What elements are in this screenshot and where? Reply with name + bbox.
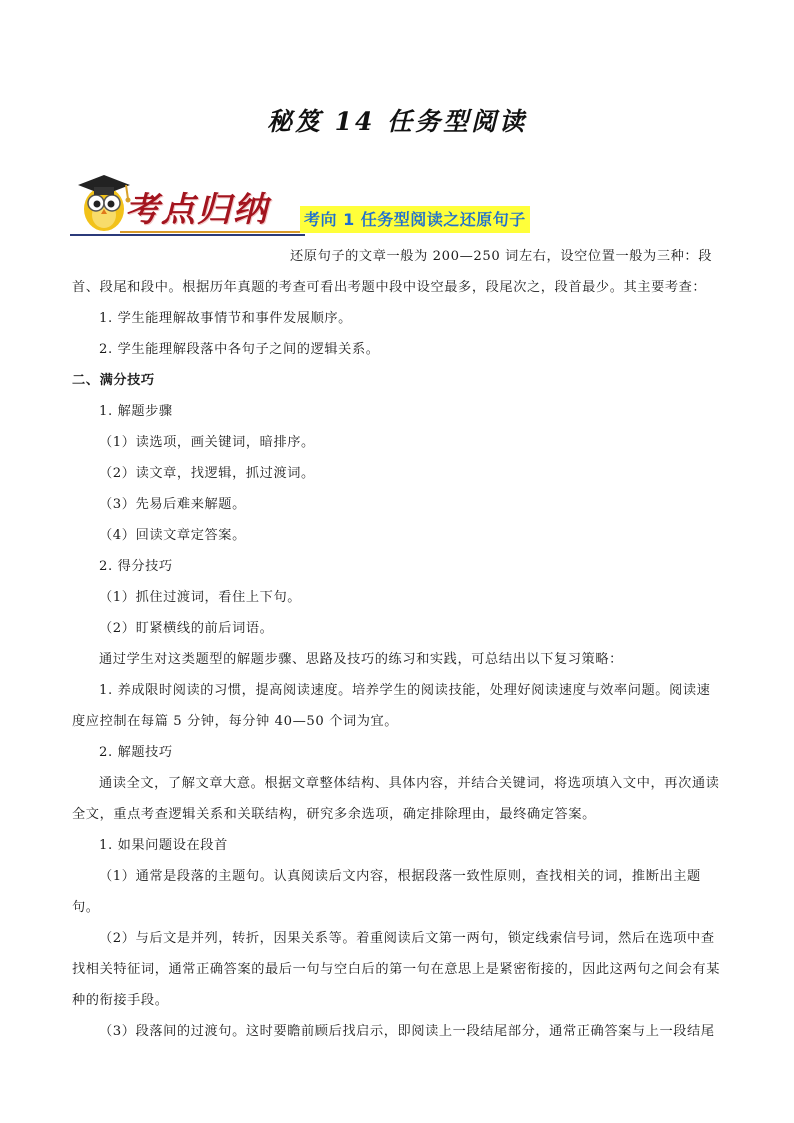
banner-underline-navy [70, 234, 305, 236]
page-title: 秘笈 14 任务型阅读 [266, 107, 528, 136]
paragraph: 二、满分技巧 [72, 373, 155, 388]
paragraph: （2）与后文是并列，转折，因果关系等。着重阅读后文第一两句，锁定线索信号词，然后在选项中查找相关特征词，通常正确答案的最后一句与空白后的第一句在意思上是紧密衔接的，因此这两句之间会有某种的衔接手段。 [72, 931, 721, 1008]
section-heading: 考向 1 任务型阅读之还原句子 [300, 206, 530, 233]
paragraph: 通过学生对这类题型的解题步骤、思路及技巧的练习和实践，可总结出以下复习策略： [99, 652, 623, 667]
paragraph: （2）读文章，找逻辑，抓过渡词。 [99, 466, 315, 481]
paragraph: 2. 得分技巧 [99, 559, 173, 574]
document-body [72, 241, 722, 1047]
paragraph: （1）抓住过渡词，看住上下句。 [99, 590, 302, 605]
paragraph: 通读全文，了解文章大意。根据文章整体结构、具体内容，并结合关键词，将选项填入文中，再次通读全文，重点考查逻辑关系和关联结构，研究多余选项，确定排除理由，最终确定答案。 [72, 776, 720, 822]
paragraph: （1）读选项，画关键词，暗排序。 [99, 435, 315, 450]
paragraph: 2. 学生能理解段落中各句子之间的逻辑关系。 [99, 342, 380, 357]
banner-underline-gold [120, 231, 305, 233]
paragraph: 首、段尾和段中。根据历年真题的考查可看出考题中段中设空最多，段尾次之，段首最少。其主要考查： [72, 280, 707, 295]
paragraph: 1. 养成限时阅读的习惯，提高阅读速度。培养学生的阅读技能，处理好阅读速度与效率问题。阅读速度应控制在每篇 5 分钟，每分钟 40—50 个词为宜。 [72, 683, 711, 729]
paragraph: 1. 学生能理解故事情节和事件发展顺序。 [99, 311, 352, 326]
paragraph: （3）段落间的过渡句。这时要瞻前顾后找启示，即阅读上一段结尾部分，通常正确答案与上一段结尾 [99, 1024, 715, 1039]
paragraph: （4）回读文章定答案。 [99, 528, 246, 543]
paragraph: 1. 解题步骤 [99, 404, 173, 419]
banner-title: 考点归纳 [125, 190, 269, 230]
paragraph: 还原句子的文章一般为 200—250 词左右，设空位置一般为三种：段 [290, 249, 712, 264]
paragraph: 1. 如果问题设在段首 [99, 838, 228, 853]
paragraph: 2. 解题技巧 [99, 745, 173, 760]
paragraph: （3）先易后难来解题。 [99, 497, 246, 512]
paragraph: （1）通常是段落的主题句。认真阅读后文内容，根据段落一致性原则，查找相关的词，推断出主题句。 [72, 869, 701, 915]
paragraph: （2）盯紧横线的前后词语。 [99, 621, 274, 636]
